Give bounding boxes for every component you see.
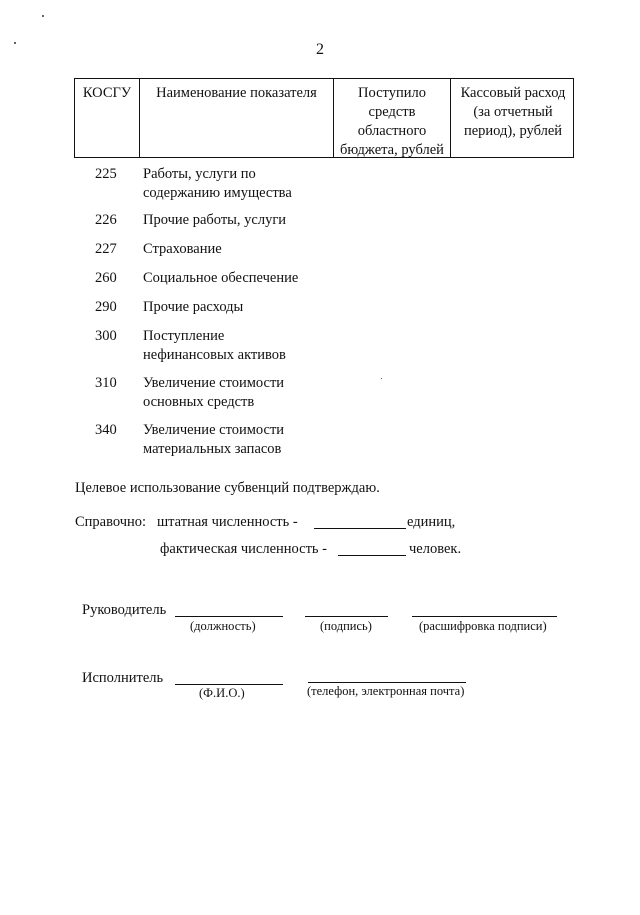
row-name-line: нефинансовых активов <box>143 347 286 363</box>
row-name-line: Увеличение стоимости <box>143 422 285 438</box>
row-name-line: Работы, услуги по <box>143 166 256 182</box>
manager-label: Руководитель <box>82 602 167 618</box>
row-code: 227 <box>95 241 117 257</box>
decoding-caption: (расшифровка подписи) <box>419 619 547 633</box>
row-name-line: Увеличение стоимости <box>143 375 285 391</box>
row-name <box>143 165 333 203</box>
actual-count-field[interactable] <box>338 555 406 556</box>
staff-label: штатная численность - <box>157 514 298 530</box>
scan-speck <box>381 378 382 379</box>
scan-speck <box>42 15 44 17</box>
executor-label: Исполнитель <box>82 670 164 686</box>
header-expense-line: период), рублей <box>463 123 563 139</box>
reference-label: Справочно: <box>75 514 147 530</box>
manager-decoding-field[interactable] <box>412 616 557 617</box>
row-code: 225 <box>95 166 117 182</box>
actual-unit: человек. <box>409 541 462 557</box>
row-name-line: основных средств <box>143 394 255 410</box>
manager-position-field[interactable] <box>175 616 283 617</box>
header-received <box>334 79 451 157</box>
manager-signature-field[interactable] <box>305 616 388 617</box>
header-indicator-name <box>140 79 334 157</box>
row-name: Прочие работы, услуги <box>143 212 287 228</box>
row-code: 290 <box>95 299 117 315</box>
row-name-line: материальных запасов <box>143 441 282 457</box>
row-name-line: содержанию имущества <box>143 185 292 201</box>
header-received-line: Поступило <box>358 85 426 101</box>
contact-caption: (телефон, электронная почта) <box>307 684 465 698</box>
staff-count-field[interactable] <box>314 528 406 529</box>
staff-unit: единиц, <box>407 514 456 530</box>
header-indicator-name-text: Наименование показателя <box>156 85 317 101</box>
executor-name-field[interactable] <box>175 684 283 685</box>
row-code: 226 <box>95 212 117 228</box>
header-received-line: средств <box>368 104 416 120</box>
row-code: 260 <box>95 270 117 286</box>
header-kosgu-text: КОСГУ <box>82 85 132 101</box>
row-name: Страхование <box>143 241 222 257</box>
page-number: 2 <box>316 41 324 58</box>
header-expense-line: (за отчетный <box>473 104 553 120</box>
header-expense <box>451 79 575 157</box>
row-name <box>143 374 333 412</box>
row-name: Социальное обеспечение <box>143 270 299 286</box>
header-received-line: областного <box>357 123 427 139</box>
actual-label: фактическая численность - <box>160 541 327 557</box>
confirmation-text: Целевое использование субвенций подтверждаю. <box>75 480 380 496</box>
row-name <box>143 421 333 459</box>
header-expense-line: Кассовый расход <box>460 85 566 101</box>
row-code: 340 <box>95 422 117 438</box>
row-code: 300 <box>95 328 117 344</box>
executor-contact-field[interactable] <box>308 682 466 683</box>
signature-caption: (подпись) <box>320 619 372 633</box>
header-table <box>74 78 574 158</box>
row-code: 310 <box>95 375 117 391</box>
header-kosgu <box>75 79 140 157</box>
row-name-line: Поступление <box>143 328 225 344</box>
position-caption: (должность) <box>190 619 256 633</box>
row-name <box>143 327 333 365</box>
header-received-line: бюджета, рублей <box>340 142 444 158</box>
name-caption: (Ф.И.О.) <box>199 686 245 700</box>
row-name: Прочие расходы <box>143 299 244 315</box>
